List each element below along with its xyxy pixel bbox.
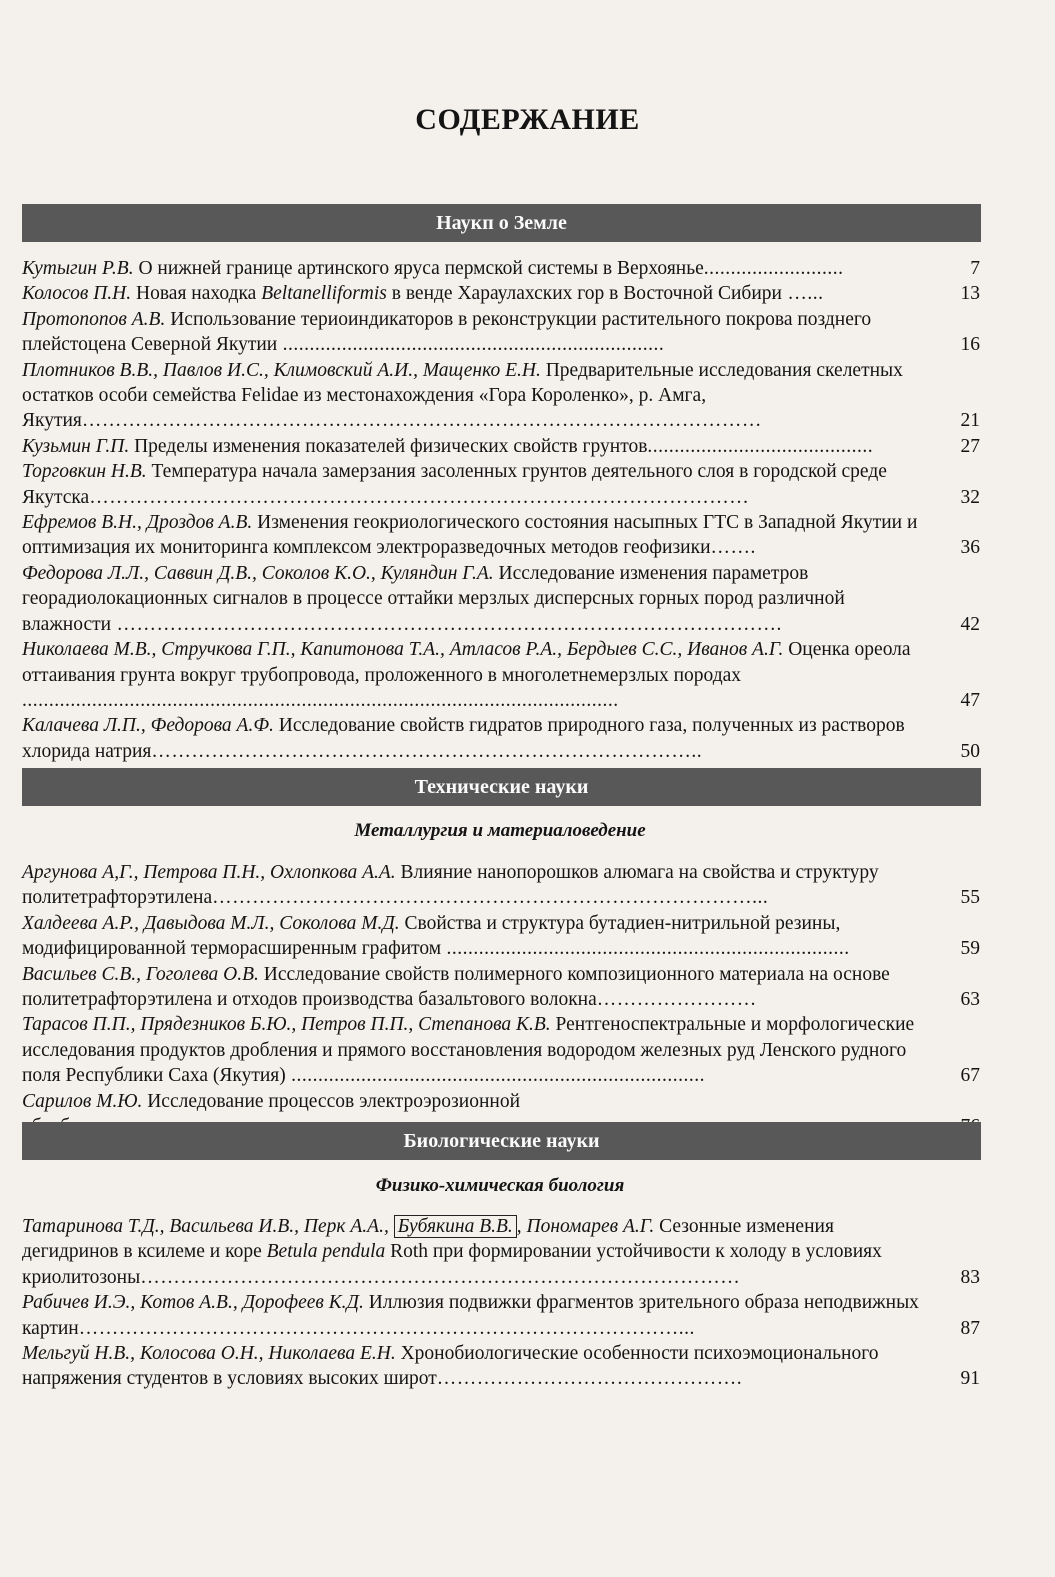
toc-page-number: 36 (960, 537, 980, 559)
toc-leader-dots: .......................................... (647, 435, 874, 457)
toc-entry-text (22, 962, 982, 1013)
toc-entry-title-italic: Betula pendula (266, 1241, 386, 1263)
section-header-technical-sciences: Технические науки (22, 768, 981, 806)
section-header-earth-sciences: Наукп о Земле (22, 204, 981, 242)
toc-entry-authors: Плотников В.В., Павлов И.С., Климовский А.И., Мащенко Е.Н. (22, 359, 541, 381)
toc-entry-title: Влияние нанопорошков алюмага на свойства и структуру политетрафторэтилена (22, 862, 879, 909)
toc-leader-dots: ....................................................................... (277, 334, 665, 356)
toc-entry-title: Изменения геокриологического состояния насыпных ГТС в Западной Якутии и оптимизация их мониторинга комплексом электроразведочных методов геофизики (22, 512, 918, 559)
toc-entry-text (22, 1012, 982, 1088)
toc-leader-dots: ………………………………………. (436, 1368, 743, 1390)
toc-page-number: 59 (960, 938, 980, 960)
toc-leader-dots: .......................... (703, 258, 844, 279)
toc-entry-authors: Аргунова А,Г., Петрова П.Н., Охлопкова А.А. (22, 862, 396, 883)
toc-entry-authors: Колосов П.Н. (22, 283, 132, 305)
toc-leader-dots: ……………………………………………………………………………………… (89, 486, 750, 508)
toc-leader-dots: ............................................................................. (285, 1065, 706, 1087)
toc-entry-title: Оценка ореола оттаивания грунта вокруг трубопровода, проложенного в многолетнемерзлых породах (22, 639, 911, 686)
toc-entry-title-cont: в венде Хараулахских гор в Восточной Сибири (386, 283, 782, 305)
toc-entry[interactable] (22, 1012, 982, 1088)
toc-leader-dots: ………………………………………………………………………………………… (81, 410, 762, 432)
toc-entry[interactable] (22, 256, 982, 281)
toc-entry-title: Исследование процессов электроэрозионной (147, 1090, 521, 1112)
toc-page-number: 27 (960, 435, 980, 457)
toc-leader-dots: ............................................................................................................... (22, 689, 619, 711)
toc-page-number: 7 (970, 258, 980, 279)
toc-page-number: 32 (960, 486, 980, 508)
toc-entry[interactable] (22, 281, 982, 306)
toc-entry-authors: Мельгуй Н.В., Колосова О.Н., Николаева Е.Н. (22, 1343, 396, 1365)
toc-entry[interactable] (22, 358, 982, 434)
toc-entry-authors: Калачева Л.П., Федорова А.Ф. (22, 715, 274, 737)
page-title: СОДЕРЖАНИЕ (415, 103, 640, 136)
toc-entry-text (22, 561, 982, 637)
toc-page-number: 63 (960, 989, 980, 1011)
toc-entry-title: Сезонные изменения дегидринов в ксилеме и коре (22, 1216, 834, 1263)
toc-entry-authors: Сарилов М.Ю. (22, 1090, 143, 1112)
toc-entry[interactable] (22, 1214, 982, 1290)
toc-entry-title: Предварительные исследования скелетных остатков особи семейства Felidae из местонахождения «Гора Короленко», р. Амга, Якутия (22, 359, 903, 432)
toc-entry-title: Использование териоиндикаторов в реконструкции растительного покрова позднего плейстоцена Северной Якутии (22, 308, 872, 356)
toc-entry-title: Хронобиологические особенности психоэмоционального напряжения студентов в условиях высоких широт (22, 1343, 879, 1390)
toc-leader-dots: ………………………………………………………………………………... (78, 1317, 695, 1339)
toc-entry[interactable] (22, 510, 982, 561)
toc-entry[interactable] (22, 307, 982, 358)
toc-entry-authors: Кутыгин Р.В. (22, 258, 134, 279)
toc-entry-authors: Ефремов В.Н., Дроздов А.В. (22, 512, 253, 534)
toc-leader-dots: …………………… (596, 989, 757, 1011)
toc-entry-authors: Халдеева А.Р., Давыдова М.Л., Соколова М.Д. (22, 912, 400, 934)
toc-entry-text (22, 860, 982, 911)
toc-entry-author-boxed: Бубякина В.В. (394, 1215, 517, 1238)
toc-entry-text (22, 459, 982, 510)
toc-page-number: 16 (960, 334, 980, 356)
toc-entry[interactable] (22, 637, 982, 713)
section-entries-technical-sciences (22, 860, 982, 1139)
section-entries-earth-sciences (22, 256, 982, 764)
toc-entry-text (22, 434, 982, 459)
toc-page-number: 55 (960, 887, 980, 909)
toc-entry[interactable] (22, 1290, 982, 1341)
toc-entry[interactable] (22, 459, 982, 510)
toc-entry-title: Исследование изменения параметров георадиолокационных сигналов в процессе оттайки мерзлых дисперсных горных пород различной влажности (22, 562, 845, 635)
toc-entry-text (22, 1341, 982, 1392)
section-header-biological-sciences: Биологические науки (22, 1122, 981, 1160)
toc-entry-text (22, 510, 982, 561)
toc-entry-authors: Николаева М.В., Стручкова Г.П., Капитонова Т.А., Атласов Р.А., Бердыев С.С., Иванов А.Г. (22, 639, 784, 661)
toc-leader-dots: ........................................................................... (441, 938, 850, 960)
toc-entry[interactable] (22, 713, 982, 764)
toc-entry[interactable] (22, 911, 982, 962)
toc-entry-authors: Тарасов П.П., Прядезников Б.Ю., Петров П.П., Степанова К.В. (22, 1014, 551, 1036)
toc-entry-text (22, 281, 982, 306)
toc-entry-authors: Татаринова Т.Д., Васильева И.В., Перк А.А., (22, 1216, 394, 1237)
toc-entry[interactable] (22, 1341, 982, 1392)
toc-entry-title: Новая находка (131, 283, 262, 305)
toc-page-number: 21 (960, 410, 980, 432)
toc-entry-title: Рентгеноспектральные и морфологические исследования продуктов дробления и прямого восстановления водородом железных руд Ленского рудного поля Республики Саха (Якутия) (22, 1014, 915, 1087)
toc-page-number: 83 (960, 1266, 980, 1288)
toc-entry-title: Исследование свойств гидратов природного газа, полученных из растворов хлорида натрия (22, 715, 905, 762)
toc-page-number: 87 (960, 1317, 980, 1339)
toc-entry-authors: Кузьмин Г.П. (22, 435, 130, 457)
toc-leader-dots: ……………………………………………………………………………… (140, 1266, 741, 1288)
toc-entry-title: О нижней границе артинского яруса пермской системы в Верхоянье (133, 258, 704, 279)
toc-page-number: 67 (960, 1065, 980, 1087)
toc-entry-text (22, 358, 982, 434)
toc-entry-title: Температура начала замерзания засоленных грунтов деятельного слоя в городской среде Якутска (22, 461, 887, 508)
toc-entry[interactable] (22, 962, 982, 1013)
toc-entry-authors: Протопопов А.В. (22, 308, 166, 330)
toc-page-number: 50 (960, 740, 980, 762)
toc-entry-authors: Торговкин Н.В. (22, 461, 147, 483)
toc-leader-dots: ………………………………………………………………………………………. (111, 613, 782, 635)
toc-page-number: 47 (960, 689, 980, 711)
toc-entry-text (22, 1214, 982, 1290)
toc-entry-text (22, 256, 982, 281)
toc-entry[interactable] (22, 860, 982, 911)
toc-entry-authors: Рабичев И.Э., Котов А.В., Дорофеев К.Д. (22, 1292, 364, 1314)
toc-entry-title: Свойства и структура бутадиен-нитрильной резины, модифицированной терморасширенным графитом (22, 912, 841, 960)
toc-entry[interactable] (22, 434, 982, 459)
toc-entry-authors: Васильев С.В., Гоголева О.В. (22, 963, 259, 985)
toc-leader-dots: ……………………………………………………………………….. (151, 740, 703, 762)
toc-entry-authors: Федорова Л.Л., Саввин Д.В., Соколов К.О., Куляндин Г.А. (22, 562, 494, 584)
toc-entry-text (22, 637, 982, 713)
subsection-heading-metallurgy: Металлургия и материаловедение (354, 820, 646, 841)
toc-entry-title: Исследование свойств полимерного композиционного материала на основе политетрафторэтилена и отходов производства базальтового волокна (22, 963, 890, 1011)
toc-page-number: 42 (960, 613, 980, 635)
toc-entry-text (22, 911, 982, 962)
subsection-heading-physchem-biology: Физико-химическая биология (375, 1175, 625, 1196)
toc-entry-text (22, 713, 982, 764)
toc-entry-authors-after: , Пономарев А.Г. (516, 1216, 655, 1237)
toc-leader-dots: ………………………………………………………………………... (212, 887, 769, 909)
toc-entry-title: Пределы изменения показателей физических свойств грунтов (129, 435, 648, 457)
toc-entry[interactable] (22, 561, 982, 637)
toc-entry-title-cont: Roth при формировании устойчивости к холоду в условиях криолитозоны (22, 1241, 882, 1288)
toc-leader-dots: …... (781, 283, 824, 305)
toc-entry-text (22, 1290, 982, 1341)
toc-entry-title-italic: Beltanelliformis (261, 283, 387, 305)
toc-leader-dots: ……. (710, 537, 756, 559)
toc-entry-text (22, 307, 982, 358)
toc-entry-title: Иллюзия подвижки фрагментов зрительного образа неподвижных картин (22, 1292, 919, 1339)
section-entries-biological-sciences (22, 1214, 982, 1392)
toc-page-number: 91 (960, 1368, 980, 1390)
toc-page-number: 13 (960, 283, 980, 305)
